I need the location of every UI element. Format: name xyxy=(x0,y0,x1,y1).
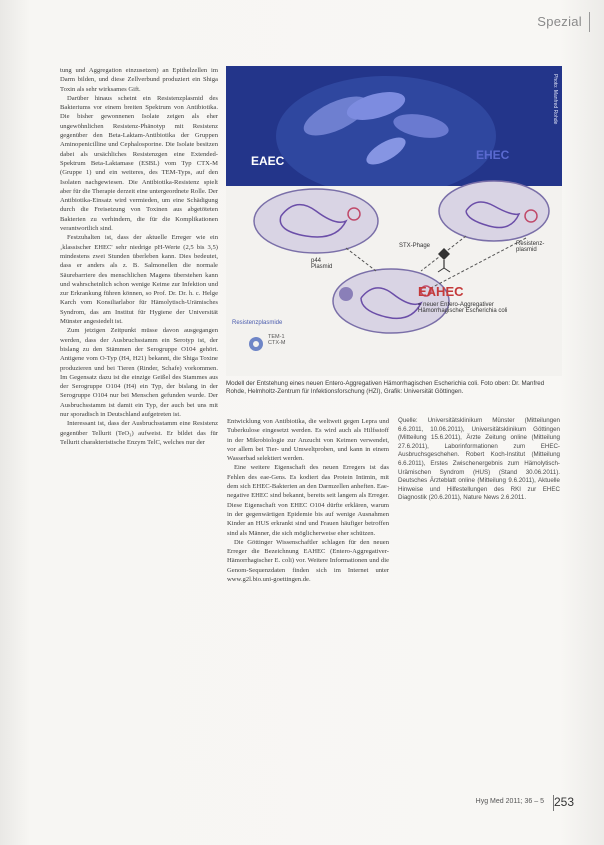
photo-credit: Photo: Manfred Rohde xyxy=(552,74,558,125)
label-resistance-genes: Resistenzplasmide xyxy=(232,320,283,326)
middle-column xyxy=(227,417,389,697)
section-divider xyxy=(589,12,590,32)
paragraph: Entwicklung von Antibiotika, die weltweit gegen Lepra und Tuberkulose eingesetzt werden. Es wird auch als Hilfsstoff in der Mikrobiologie zur Anzucht von Keimen verwendet, vor allem bei Tier- und Umweltproben, und kann in einem Wasserbad selektiert werden. xyxy=(227,418,389,463)
section-tag: Spezial xyxy=(537,14,582,29)
figure-graphic xyxy=(226,66,562,376)
bacteria-figure xyxy=(226,66,562,376)
label-resistance-plasmid: Resistenz- plasmid xyxy=(516,241,545,253)
label-eahec: EAHEC xyxy=(418,284,464,299)
figure-caption: Modell der Entstehung eines neuen Entero-Aggregativen Hämorrhagischen Escherichia coli. Foto oben: Dr. Manfred Rohde, Helmholtz-Zentrum für Infektionsforschung (HZI), Grafik: Universität Göttingen. xyxy=(226,380,545,396)
sources-text: Quelle: Universitätsklinikum Münster (Mitteilungen 6.6.2011, 10.06.2011), Universitätsklinikum Göttingen (Mitteilung 15.6.2011), Ärzte Zeitung online (Mitteilung 27.6.2011), Laborinformationen zum EHEC-Ausbruchsgeschehen. Robert Koch-Institut (Mitteilung 6.6.2011), Erstes Zwischenergebnis zum Hämolytisch-Urämischen Syndrom (HUS) (Stand 30.06.2011). Deutsches Ärzteblatt online (Mitteilung 9.6.2011), Aktuelle Hinweise und Hilfestellungen des RKI zur EHEC Diagnostik (20.6.2011), Nature News 2.6.2011. xyxy=(398,417,560,502)
label-tem-ctx: TEM-1 CTX-M xyxy=(268,334,286,346)
paragraph: tung und Aggregation einzusetzen) an Epithelzellen im Darm bilden, und diese Zellverbund produziert ein Shiga Toxin als sehr wirksames Gift. xyxy=(60,67,218,93)
journal-reference: Hyg Med 2011; 36 – 5 xyxy=(475,798,544,805)
label-p44-plasmid: p44 Plasmid xyxy=(311,258,333,270)
paragraph: Darüber hinaus scheint ein Resistenzplasmid des Bakteriums vor einem breiten Spektrum von Antibiotika. Die bisher gewonnenen Isolate zeigen als eher ungewöhnlichen Resistenz-Phänotyp mit Resistenz gegenüber den Beta-Laktam-Antibiotika der Gruppen Aminopenicilline und Cephalosporine. Die Isolate besitzen dabei als ursächliches Resistenzgen eine Extended-Spektrum Beta-Laktamase (ESBL) vom Typ CTX-M (Gruppe 1) und ein weiteres, des TEM-Typs, auf den Isolaten nachgewiesen. Die Antibiotika-Resistenz spielt aber für die Therapie derzeit eine untergeordnete Rolle. Der Antibiotika-Einsatz wird vermieden, um eine Schädigung durch die Freisetzung von Toxinen aus abgetöteten Bakterien zu verhindern, die für die Komplikationen verantwortlich sind. xyxy=(60,94,218,233)
sources-column xyxy=(398,417,560,557)
paragraph: Eine weitere Eigenschaft des neuen Erregers ist das Fehlen des eae-Gens. Es kodiert das Protein Intimin, mit dem sich EHEC-Bakterien an den Darmzellen anheften. Eae-negative EHEC sind bekannt, bereits seit langem als Erreger. Diese Eigenschaft von EHEC O104 dürfte erklären, warum in der gegenwärtigen Epidemie bis auf wenige Ausnahmen Kinder an HUS erkrankt sind und Frauen häufiger betroffen sind als Männer, die sich möglicherweise eher schützen. xyxy=(227,464,389,537)
paragraph: Die Göttinger Wissenschaftler schlagen für den neuen Erreger die Bezeichnung EAHEC (Entero-Aggregativer-Hämorrhagischer E. coli) vor. Weitere Informationen und die Genom-Sequenzdaten finden sich im Internet unter www.g2l.bio.uni-goettingen.de. xyxy=(227,538,389,584)
label-eaec: EAEC xyxy=(251,154,285,168)
page-number: 253 xyxy=(553,795,574,809)
label-ehec: EHEC xyxy=(476,148,510,162)
paragraph: Zum jetzigen Zeitpunkt müsse davon ausgegangen werden, dass der Ausbruchsstamm ein Serotyp ist, der bislang zu den Stämmen der Serogruppe O104 gehört. Antigene vom O-Typ (H4, H21) bekannt, die Shiga Toxine produzieren und bei Tieren (Rinder, Schafe) vorkommen. Im Gegensatz dazu ist die einzige Geißel des Stammes aus der Serogruppe O104 (H4) ein Typ, der bislang in der Serogruppe O104 nur bei Menschen gefunden wurde. Der Ausbruchsstamm ist damit ein Typ, der auch bei uns mit nur sporadisch in Deutschland aufgetreten ist. xyxy=(60,327,218,418)
label-eahec-description: = neuer Entero-Aggregativer Hämorrhagischer Escherichia coli xyxy=(418,302,508,314)
left-column xyxy=(60,66,218,790)
label-stx-phage: STX-Phage xyxy=(399,243,431,249)
paragraph: Interessant ist, dass der Ausbruchsstamm eine Resistenz gegenüber Tellurit (TeO₃) aufweist. Er bildet das für Tellurit charakteristische Enzym TelC, welches nur der xyxy=(60,420,218,446)
paragraph: Festzuhalten ist, dass der aktuelle Erreger wie ein ‚klassischer EHEC' sehr niedrige pH-Werte (2,5 bis 3,5) mindestens zwei Stunden überleben kann. Dies bedeutet, dass er anders als z. B. Salmonellen die normale Säurebarriere des menschlichen Magens überstehen kann und wahrscheinlich schon wenige Keime zur Infektion und zur Erkrankung führen können, so Prof. Dr. Dr. h. c. Helge Karch vom Konsiliarlabor für Hämolytisch-Urämisches Syndrom, das am Institut für Hygiene der Universität Münster angesiedelt ist. xyxy=(60,234,218,326)
